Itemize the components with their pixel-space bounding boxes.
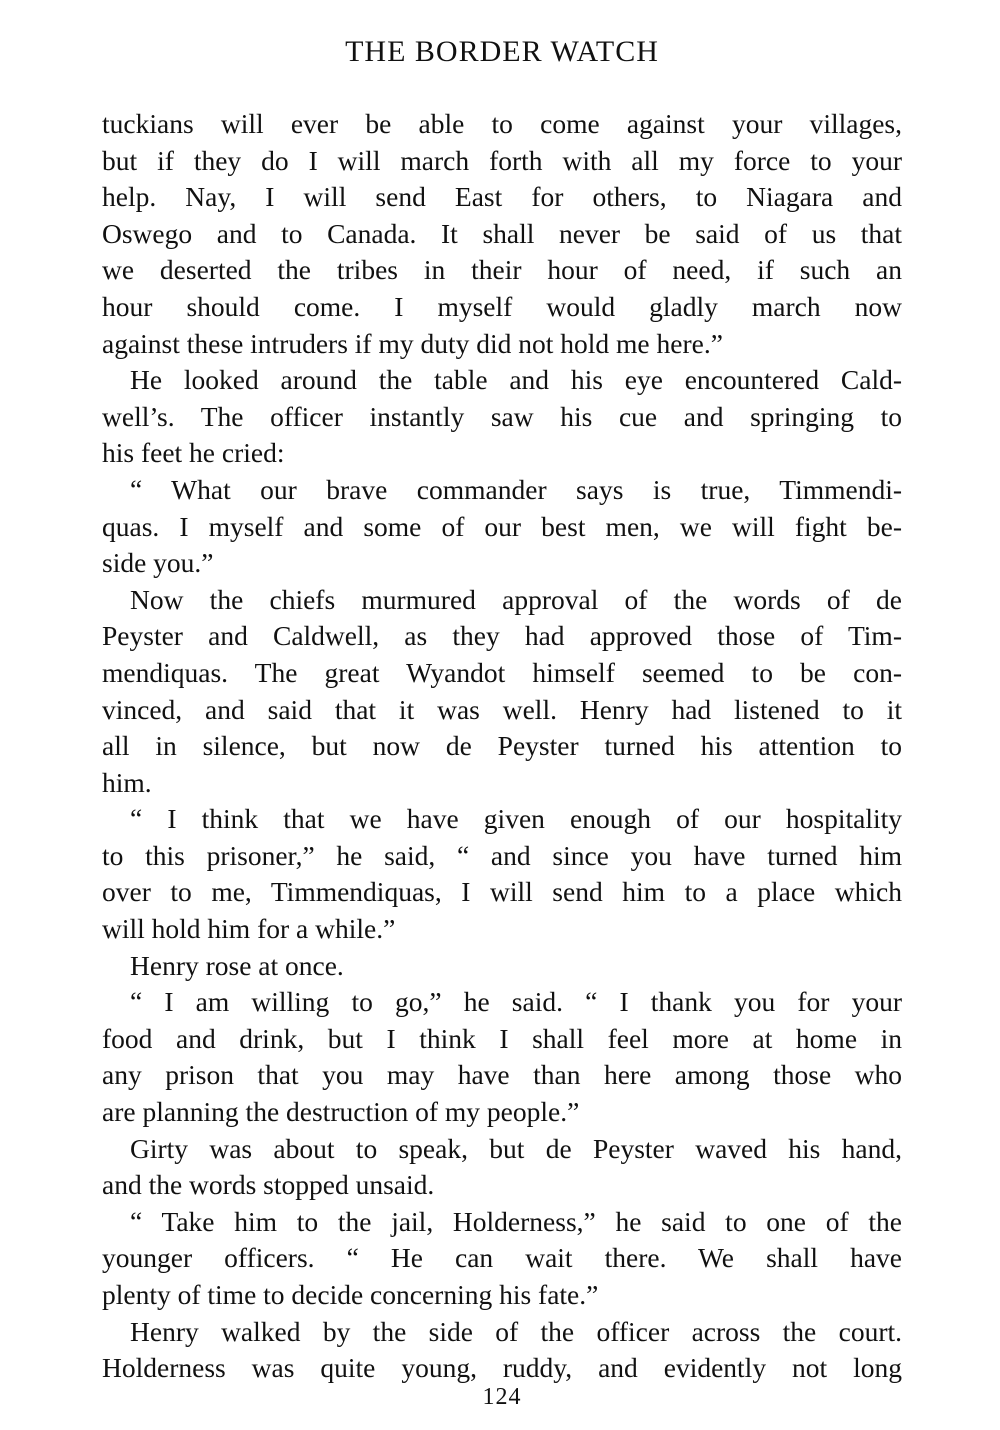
text-line: Girty was about to speak, but de Peyster waved his hand, (130, 1132, 902, 1164)
text-line: all in silence, but now de Peyster turned his attention to (102, 730, 902, 762)
text-line: vinced, and said that it was well. Henry had listened to it (102, 693, 902, 725)
text-line: his feet he cried: (102, 437, 285, 469)
text-line: “ I am willing to go,” he said. “ I thank you for your (130, 986, 902, 1018)
body-text (102, 106, 902, 1387)
text-line: help. Nay, I will send East for others, to Niagara and (102, 181, 902, 213)
text-line: Now the chiefs murmured approval of the words of de (130, 583, 902, 615)
text-line: tuckians will ever be able to come against your villages, (102, 108, 902, 139)
text-line: over to me, Timmendiquas, I will send him to a place which (102, 876, 902, 908)
text-line: “ I think that we have given enough of our hospitality (130, 803, 902, 835)
text-line: younger officers. “ He can wait there. We shall have (102, 1242, 902, 1274)
text-line: Henry walked by the side of the officer across the court. (130, 1315, 902, 1347)
text-line: to this prisoner,” he said, “ and since you have turned him (102, 839, 902, 871)
text-line: hour should come. I myself would gladly march now (102, 290, 902, 322)
text-line: He looked around the table and his eye encountered Cald- (130, 364, 902, 396)
text-line: well’s. The officer instantly saw his cue and springing to (102, 400, 902, 432)
text-line: will hold him for a while.” (102, 913, 396, 945)
text-line: are planning the destruction of my people.” (102, 1096, 580, 1128)
text-line: Oswego and to Canada. It shall never be said of us that (102, 217, 902, 249)
text-line: “ What our brave commander says is true, Timmendi- (130, 473, 902, 505)
text-line: food and drink, but I think I shall feel more at home in (102, 1022, 902, 1054)
text-line: plenty of time to decide concerning his fate.” (102, 1279, 599, 1310)
text-line: Holderness was quite young, ruddy, and evidently not long (102, 1352, 902, 1384)
text-line: Peyster and Caldwell, as they had approved those of Tim- (102, 620, 902, 652)
text-line: mendiquas. The great Wyandot himself seemed to be con- (102, 656, 902, 688)
text-line: but if they do I will march forth with all my force to your (102, 144, 902, 176)
book-page (102, 0, 902, 1430)
text-line: him. (102, 766, 152, 798)
text-line: we deserted the tribes in their hour of need, if such an (102, 254, 902, 286)
text-line: and the words stopped unsaid. (102, 1169, 435, 1201)
text-line: Henry rose at once. (130, 949, 344, 981)
text-line: against these intruders if my duty did not hold me here.” (102, 327, 723, 359)
text-line: “ Take him to the jail, Holderness,” he said to one of the (130, 1205, 902, 1237)
page-number: 124 (482, 1384, 522, 1410)
text-line: side you.” (102, 547, 214, 579)
text-line: quas. I myself and some of our best men, we will fight be- (102, 510, 902, 542)
text-line: any prison that you may have than here among those who (102, 1059, 902, 1091)
running-head: THE BORDER WATCH (345, 35, 659, 68)
